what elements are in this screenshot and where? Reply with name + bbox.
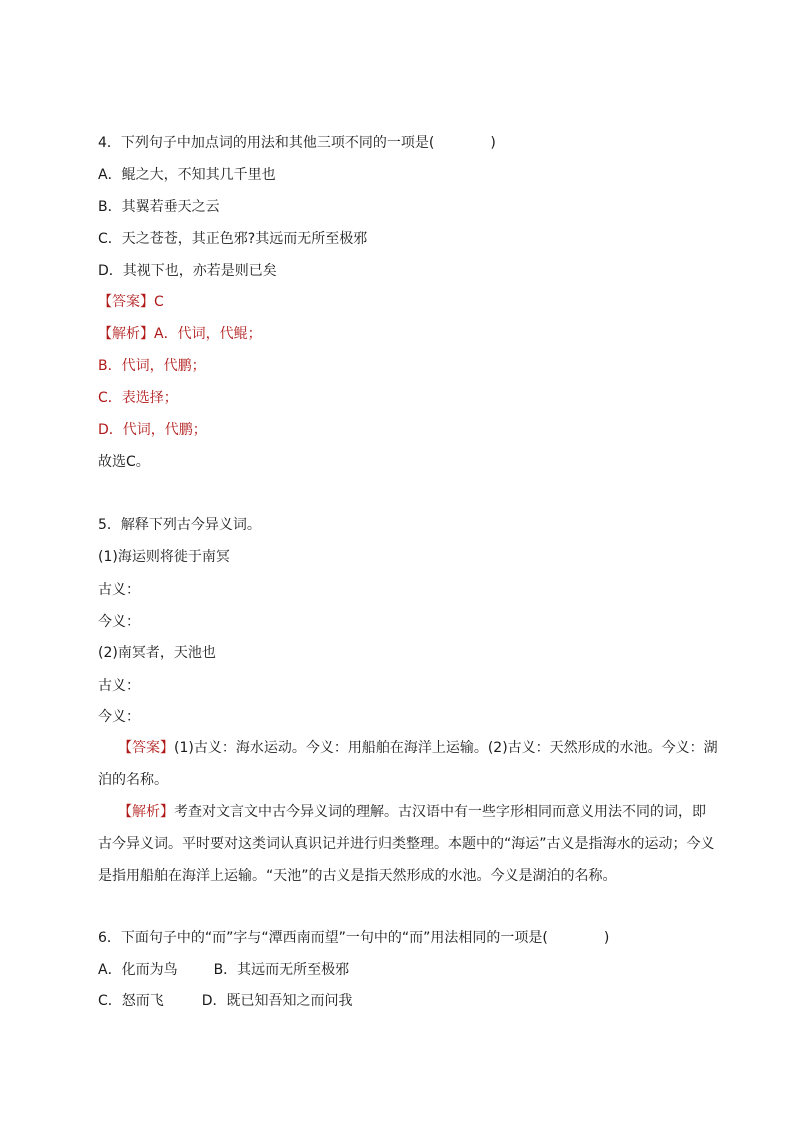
- q4-option-b: B．其翼若垂天之云: [98, 199, 220, 215]
- q6-option-b: B．其远而无所至极邪: [213, 962, 350, 978]
- q5-item2-jin: 今义：: [98, 709, 140, 725]
- answer-tag: 【答案】: [118, 740, 174, 756]
- q6-options-row1: [98, 960, 349, 980]
- q5-answer: [98, 732, 718, 796]
- q5-analysis: [98, 796, 718, 892]
- q5-item1-gu: 古义：: [98, 582, 140, 598]
- q5-stem: 5．解释下列古今异义词。: [98, 517, 261, 533]
- q4-conclusion: 故选C。: [98, 454, 150, 470]
- q4-analysis-c: C．表选择；: [98, 390, 178, 406]
- answer-value: C: [154, 294, 164, 310]
- q5-item1-jin: 今义：: [98, 614, 140, 630]
- q4-option-d: D．其视下也，亦若是则已矣: [98, 263, 277, 279]
- q6-stem: 6．下面句子中的“而”字与“潭西南而望”一句中的“而”用法相同的一项是( ): [98, 930, 610, 946]
- q6-options-row2: [98, 991, 353, 1011]
- q5-item2: (2)南冥者，天池也: [98, 645, 216, 661]
- analysis-tag: 【解析】: [98, 326, 154, 342]
- analysis-text: A．代词，代鲲；: [154, 326, 262, 342]
- q6-option-d: D．既已知吾知之而问我: [201, 993, 353, 1009]
- q6-option-a: A．化而为鸟: [98, 962, 178, 978]
- q4-stem: 4．下列句子中加点词的用法和其他三项不同的一项是( ): [98, 135, 496, 151]
- q4-analysis-d: D．代词，代鹏；: [98, 422, 207, 438]
- q5-item1: (1)海运则将徙于南冥: [98, 549, 230, 565]
- answer-tag: 【答案】: [98, 294, 154, 310]
- q4-option-a: A．鲲之大，不知其几千里也: [98, 167, 276, 183]
- analysis-tag: 【解析】: [118, 804, 174, 820]
- q5-item2-gu: 古义：: [98, 678, 140, 694]
- q4-option-c: C．天之苍苍，其正色邪?其远而无所至极邪: [98, 231, 368, 247]
- analysis-text: 考查对文言文中古今异义词的理解。古汉语中有一些字形相同而意义用法不同的词，即古今异义词。平时要对这类词认真识记并进行归类整理。本题中的“海运”古义是指海水的运动；今义是指用船舶在海洋上运输。“天池”的古义是指天然形成的水池。今义是湖泊的名称。: [98, 804, 715, 884]
- q4-answer: [98, 292, 164, 312]
- q6-option-c: C．怒而飞: [98, 993, 164, 1009]
- q4-analysis-a: [98, 324, 262, 344]
- q4-analysis-b: B．代词，代鹏；: [98, 358, 206, 374]
- answer-text: (1)古义：海水运动。今义：用船舶在海洋上运输。(2)古义：天然形成的水池。今义：湖泊的名称。: [98, 740, 718, 788]
